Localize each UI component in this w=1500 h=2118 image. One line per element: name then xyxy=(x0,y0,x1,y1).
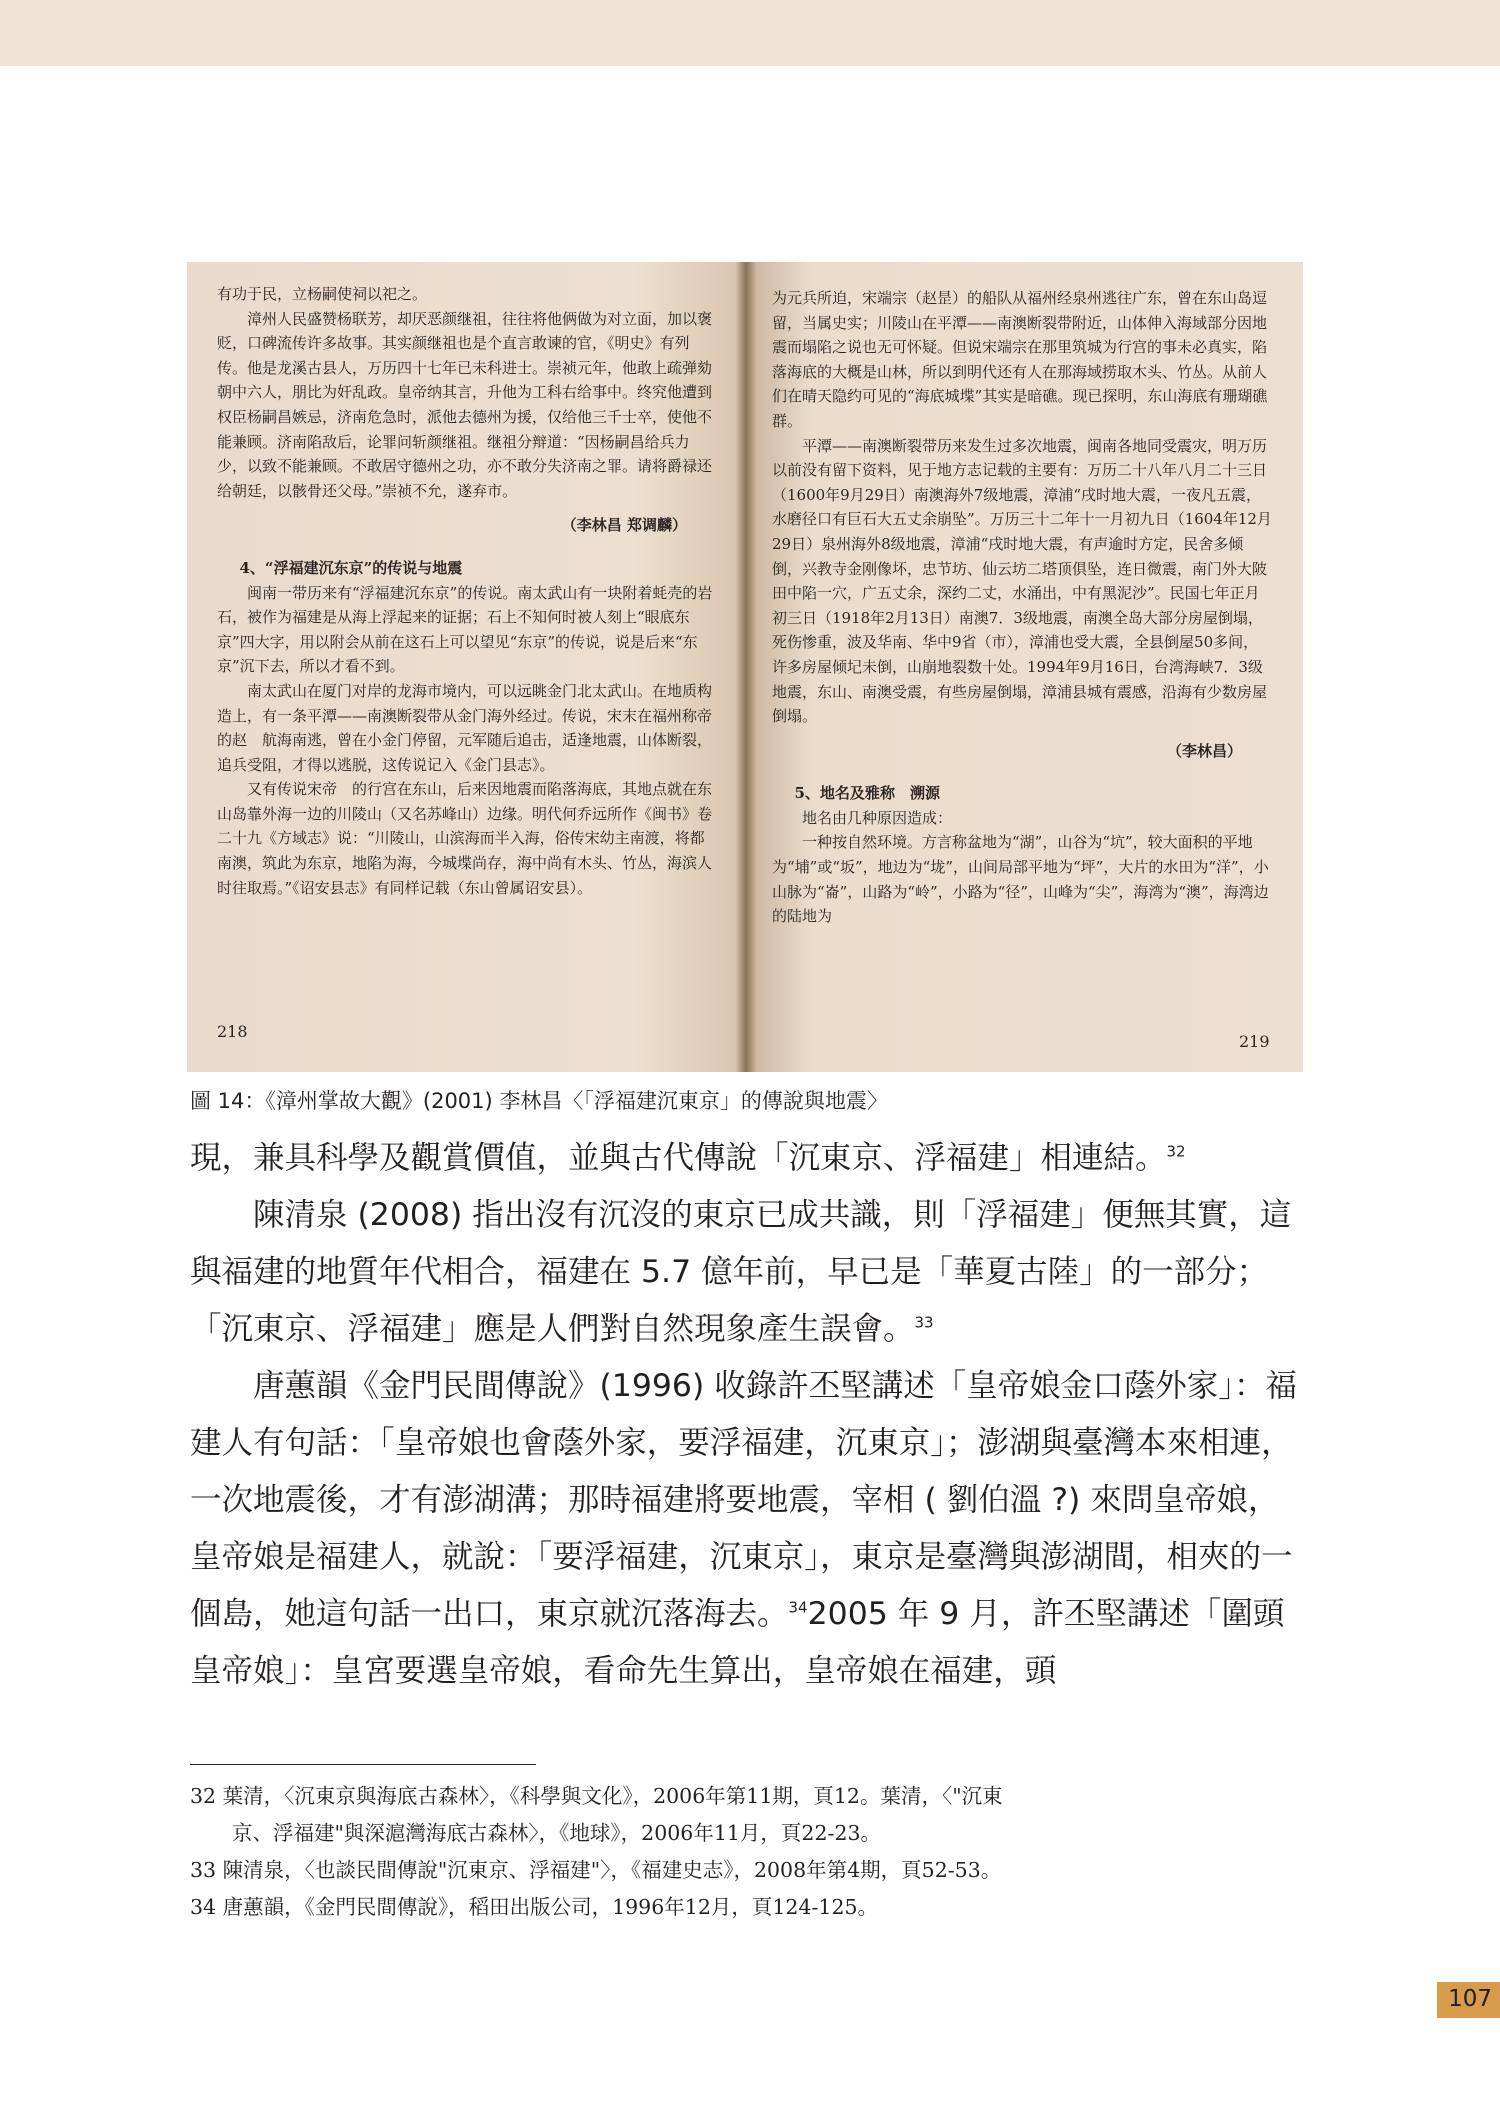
scan-paragraph: 闽南一带历来有“浮福建沉东京”的传说。南太武山有一块附着蚝壳的岩石，被作为福建是从海上浮起来的证据；石上不知何时被人刻上“眼底东京”四大字，用以附会从前在这石上可以望见“东京”的传说，说是后来“东京”沉下去，所以才看不到。 xyxy=(217,583,713,676)
page-number-tab xyxy=(1437,1982,1500,2018)
book-scan-figure xyxy=(187,262,1303,1072)
book-spine xyxy=(736,262,756,1072)
body-paragraph: 現，兼具科學及觀賞價值，並與古代傳說「沉東京、浮福建」相連結。$^{32}$ xyxy=(190,1140,1186,1176)
scan-author-signature: （李林昌 郑调麟） xyxy=(561,516,687,535)
scan-author-signature: （李林昌） xyxy=(1166,741,1242,760)
page-number: 107 xyxy=(1448,1986,1492,2012)
body-text xyxy=(190,1130,1310,1700)
scan-paragraph: 又有传说宋帝 的行宫在东山，后来因地震而陷落海底，其地点就在东山岛靠外海一边的川陵山（又名苏峰山）边缘。明代何乔远所作《闽书》卷二十九《方域志》说：“川陵山，山滨海而半入海，俗传宋幼主南渡，将都南澳，筑此为东京，地陷为海，今城堞尚存，海中尚有木头、竹丛，海滨人时往取焉。”《诏安县志》有同样记载（东山曾属诏安县）。 xyxy=(217,780,713,897)
footnotes xyxy=(190,1778,1310,1926)
scan-paragraph: 平潭——南澳断裂带历来发生过多次地震，闽南各地同受震灾，明万历以前没有留下资料，见于地方志记载的主要有：万历二十八年八月二十三日（1600年9月29日）南澳海外7级地震，漳浦“戌时地大震，一夜凡五震，水磨径口有巨石大五丈余崩坠”。万历三十二年十一月初九日（1604年12月29日）泉州海外8级地震，漳浦“戌时地大震，有声逾时方定，民舍多倾倒，兴教寺金刚像坏，忠节坊、仙云坊二塔顶俱坠，连日微震，南门外大陂田中陷一穴，广五丈余，深约二丈，水涌出，中有黑泥沙”。民国七年正月初三日（1918年2月13日）南澳7．3级地震，南澳全岛大部分房屋倒塌，死伤惨重，波及华南、华中9省（市），漳浦也受大震，全县倒屋50多间，许多房屋倾圮未倒，山崩地裂数十处。1994年9月16日，台湾海峡7．3级地震，东山、南澳受震，有些房屋倒塌，漳浦县城有震感，沿海有少数房屋倒塌。 xyxy=(772,436,1272,726)
footnote-ref: 33 xyxy=(914,1313,934,1332)
footnote-34: 34 唐蕙韻，《金門民間傳說》，稻田出版公司，1996年12月，頁124-125。 xyxy=(190,1895,879,1919)
footnote-ref: 32 xyxy=(1166,1142,1186,1161)
scan-paragraph: 有功于民，立杨嗣使祠以祀之。 xyxy=(217,285,428,303)
body-paragraph: 陳清泉 (2008) 指出沒有沉沒的東京已成共識，則「浮福建」便無其實，這與福建的地質年代相合，福建在 5.7 億年前，早已是「華夏古陸」的一部分；「沉東京、浮福建」應是人們對自然現象產生誤會。$^{33}$ xyxy=(190,1197,1292,1347)
scan-paragraph: 为元兵所迫，宋端宗（赵昰）的船队从福州经泉州逃往广东，曾在东山岛逗留，当属史实；川陵山在平潭——南澳断裂带附近，山体伸入海域部分因地震而塌陷之说也无可怀疑。但说宋端宗在那里筑城为行宫的事未必真实，陷落海底的大概是山林，所以到明代还有人在那海域捞取木头、竹丛。从前人们在晴天隐约可见的“海底城堞”其实是暗礁。现已探明，东山海底有珊瑚礁群。 xyxy=(772,289,1268,430)
scan-paragraph: 南太武山在厦门对岸的龙海市境内，可以远眺金门北太武山。在地质构造上，有一条平潭——南澳断裂带从金门海外经过。传说，宋末在福州称帝的赵 航海南逃，曾在小金门停留，元军随后追击，适逢地震，山体断裂，追兵受阻，才得以逃脱，这传说记入《金门县志》。 xyxy=(217,681,713,774)
scan-paragraph: 一种按自然环境。方言称盆地为“湖”，山谷为“坑”，较大面积的平地为“埔”或“坂”，地边为“垅”，山间局部平地为“坪”，大片的水田为“洋”，小山脉为“崙”，山路为“岭”，小路为“径”，山峰为“尖”，海湾为“澳”，海湾边的陆地为 xyxy=(772,833,1269,926)
scan-paragraph: 漳州人民盛赞杨联芳，却厌恶颜继祖，往往将他俩做为对立面，加以褒贬，口碑流传许多故事。其实颜继祖也是个直言敢谏的官，《明史》有列传。他是龙溪古县人，万历四十七年已未科进士。崇祯元年，他敢上疏弹劾朝中六人，朋比为奸乱政。皇帝纳其言，升他为工科右给事中。终究他遭到权臣杨嗣昌嫉忌，济南危急时，派他去德州为援，仅给他三千士卒，使他不能兼顾。济南陷敌后，论罪问斩颜继祖。继祖分辩道：“因杨嗣昌给兵力少，以致不能兼顾。不敢居守德州之功，亦不敢分失济南之罪。请将爵禄还给朝廷，以骸骨还父母。”崇祯不允，遂弃市。 xyxy=(217,309,713,500)
scan-left-page-number: 218 xyxy=(217,1022,248,1041)
scan-left-column xyxy=(217,282,717,900)
scan-section-heading: 5、地名及雅称 溯源 xyxy=(794,784,940,803)
scan-right-page-number: 219 xyxy=(1239,1032,1270,1051)
footnote-divider xyxy=(190,1764,536,1765)
footnote-33: 33 陳清泉，〈也談民間傳說"沉東京、浮福建"〉，《福建史志》，2008年第4期，頁52-53。 xyxy=(190,1858,1002,1882)
scan-right-column xyxy=(772,286,1272,929)
top-band xyxy=(0,0,1500,66)
footnote-ref: 34 xyxy=(788,1598,808,1617)
scan-paragraph: 地名由几种原因造成： xyxy=(802,808,953,827)
footnote-32-continued: 京、浮福建"與深滬灣海底古森林〉，《地球》，2006年11月，頁22-23。 xyxy=(232,1821,882,1845)
footnote-32: 32 葉清，〈沉東京與海底古森林〉，《科學與文化》，2006年第11期，頁12。葉清，〈"沉東 xyxy=(190,1784,1003,1808)
body-paragraph: 唐蕙韻《金門民間傳說》(1996) 收錄許丕堅講述「皇帝娘金口蔭外家」：福建人有句話：「皇帝娘也會蔭外家，要浮福建，沉東京」；澎湖與臺灣本來相連，一次地震後，才有澎湖溝；那時福建將要地震，宰相 ( 劉伯溫 ?) 來問皇帝娘，皇帝娘是福建人，就說：「要浮福建，沉東京」，東京是臺灣與澎湖間，相夾的一個島，她這句話一出口，東京就沉落海去。$^{34}$2005 年 9 月，許丕堅講述「圍頭皇帝娘」：皇宮要選皇帝娘，看命先生算出，皇帝娘在福建，頭 xyxy=(190,1368,1298,1689)
figure-caption: 圖 14：《漳州掌故大觀》(2001) 李林昌〈「浮福建沉東京」的傳說與地震〉 xyxy=(190,1089,888,1113)
scan-section-heading: 4、“浮福建沉东京”的传说与地震 xyxy=(239,558,463,577)
